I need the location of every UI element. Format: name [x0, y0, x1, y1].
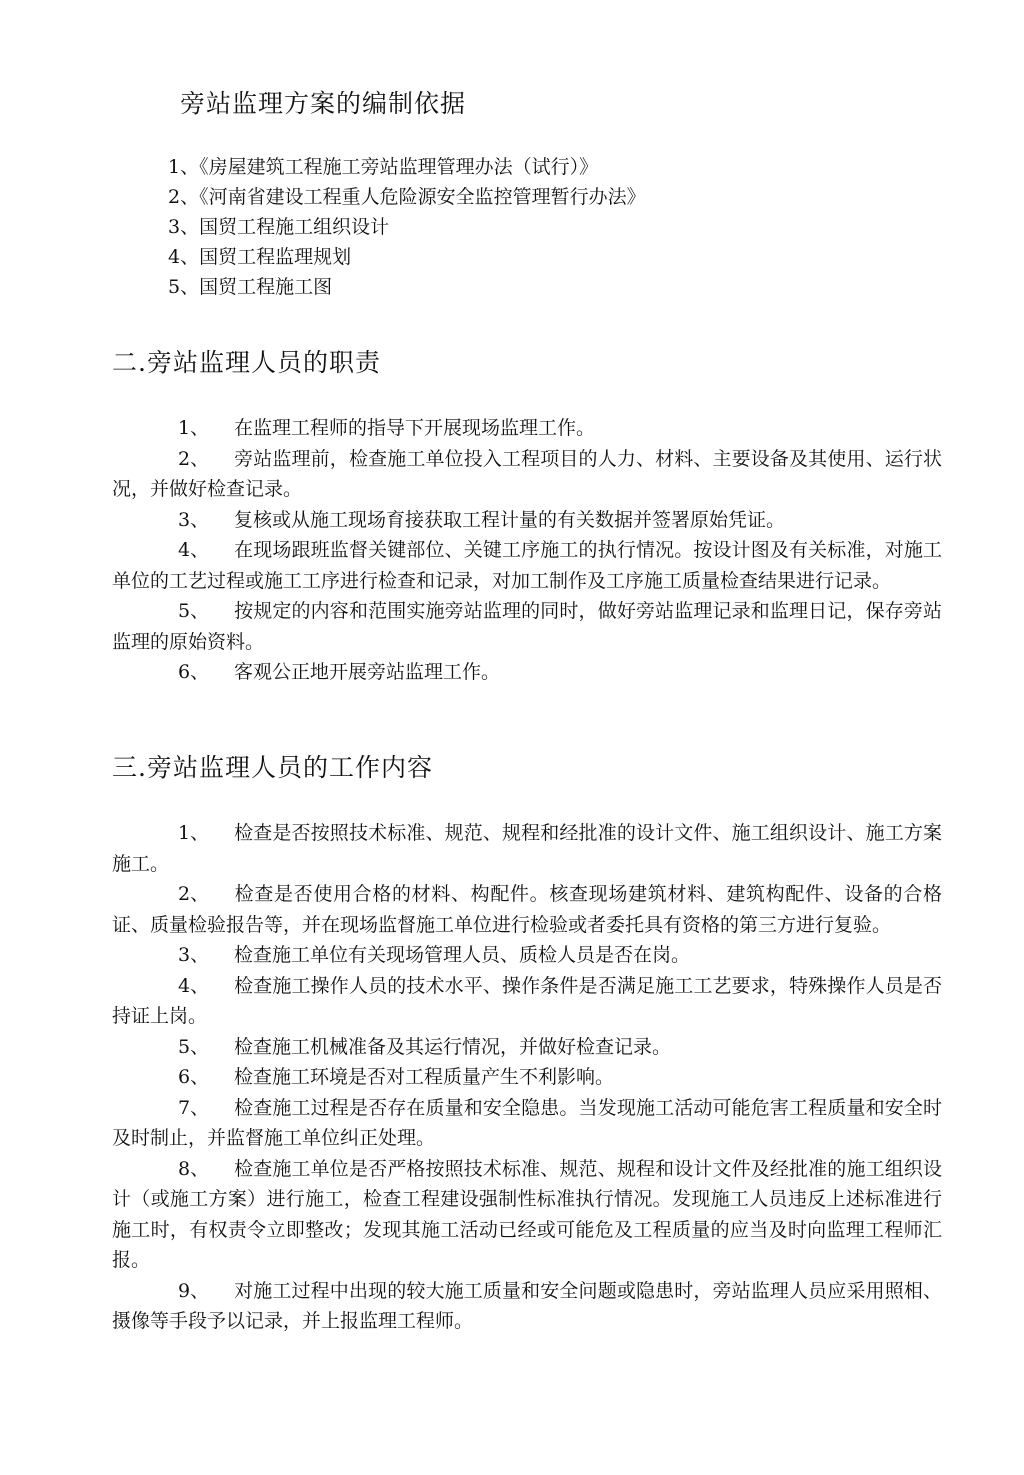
item-number: 9、 — [178, 1279, 210, 1302]
work-item — [112, 971, 942, 1032]
duties-list — [112, 413, 942, 688]
item-number: 3、 — [178, 944, 210, 966]
work-item — [112, 879, 942, 940]
duty-item — [112, 413, 942, 444]
basis-item: 5、国贸工程施工图 — [168, 276, 333, 298]
item-number: 3、 — [178, 508, 210, 531]
item-text: 检查是否使用合格的材料、构配件。核查现场建筑材料、建筑构配件、设备的合格证、质量检验报告等，并在现场监督施工单位进行检验或者委托具有资格的第三方进行复验。 — [112, 883, 942, 936]
basis-item: 1、《房屋建筑工程施工旁站监理管理办法（试行）》 — [168, 156, 599, 178]
item-number: 2、 — [178, 447, 210, 470]
duty-item — [112, 535, 942, 596]
item-number: 5、 — [178, 600, 210, 622]
item-number: 6、 — [178, 661, 210, 683]
item-text: 在现场跟班监督关键部位、关键工序施工的执行情况。按设计图及有关标准，对施工单位的工艺过程或施工工序进行检查和记录，对加工制作及工序施工质量检查结果进行记录。 — [112, 539, 942, 592]
work-item — [112, 1032, 942, 1063]
item-number: 4、 — [178, 974, 210, 997]
duty-item — [112, 657, 942, 688]
item-text: 检查施工机械准备及其运行情况，并做好检查记录。 — [234, 1035, 672, 1058]
item-text: 检查施工过程是否存在质量和安全隐患。当发现施工活动可能危害工程质量和安全时及时制止，并监督施工单位纠正处理。 — [112, 1096, 942, 1149]
duty-item — [112, 444, 942, 505]
item-number: 7、 — [178, 1096, 210, 1119]
item-text: 检查施工单位是否严格按照技术标准、规范、规程和设计文件及经批准的施工组织设计（或施工方案）进行施工，检查工程建设强制性标准执行情况。发现施工人员违反上述标准进行施工时，有权责令立即整改；发现其施工活动已经或可能危及工程质量的应当及时向监理工程师汇报。 — [112, 1157, 942, 1271]
item-text: 检查是否按照技术标准、规范、规程和经批准的设计文件、施工组织设计、施工方案施工。 — [112, 822, 942, 875]
basis-item: 4、国贸工程监理规划 — [168, 246, 352, 268]
basis-item: 2、《河南省建设工程重人危险源安全监控管理暂行办法》 — [168, 186, 646, 208]
work-item — [112, 1154, 942, 1276]
item-text: 检查施工操作人员的技术水平、操作条件是否满足施工工艺要求，特殊操作人员是否持证上岗。 — [112, 974, 942, 1027]
work-item — [112, 818, 942, 879]
item-text: 对施工过程中出现的较大施工质量和安全问题或隐患时，旁站监理人员应采用照相、摄像等手段予以记录，并上报监理工程师。 — [112, 1279, 942, 1332]
item-number: 5、 — [178, 1035, 210, 1058]
work-item — [112, 1276, 942, 1337]
item-text: 在监理工程师的指导下开展现场监理工作。 — [234, 417, 596, 439]
item-number: 6、 — [178, 1066, 210, 1088]
work-item — [112, 940, 942, 971]
section-1-title: 旁站监理方案的编制依据 — [180, 89, 467, 118]
work-content-list — [112, 818, 942, 1337]
item-number: 8、 — [178, 1157, 210, 1180]
item-text: 按规定的内容和范围实施旁站监理的同时，做好旁站监理记录和监理日记，保存旁站监理的原始资料。 — [112, 600, 942, 653]
item-number: 4、 — [178, 539, 210, 561]
work-item — [112, 1062, 942, 1093]
item-number: 1、 — [178, 417, 210, 439]
section-3-title: 三.旁站监理人员的工作内容 — [112, 753, 433, 782]
item-text: 复核或从施工现场育接获取工程计量的有关数据并签署原始凭证。 — [234, 508, 786, 531]
basis-list — [168, 152, 646, 302]
item-number: 2、 — [178, 883, 210, 905]
item-text: 检查施工单位有关现场管理人员、质检人员是否在岗。 — [234, 944, 691, 966]
item-text: 旁站监理前，检查施工单位投入工程项目的人力、材料、主要设备及其使用、运行状况，并做好检查记录。 — [112, 447, 942, 500]
work-item — [112, 1093, 942, 1154]
item-text: 检查施工环境是否对工程质量产生不利影响。 — [234, 1066, 615, 1088]
duty-item — [112, 505, 942, 536]
item-number: 1、 — [178, 822, 210, 844]
basis-item: 3、国贸工程施工组织设计 — [168, 216, 390, 238]
duty-item — [112, 596, 942, 657]
item-text: 客观公正地开展旁站监理工作。 — [234, 661, 501, 683]
section-2-title: 二.旁站监理人员的职责 — [112, 348, 381, 377]
